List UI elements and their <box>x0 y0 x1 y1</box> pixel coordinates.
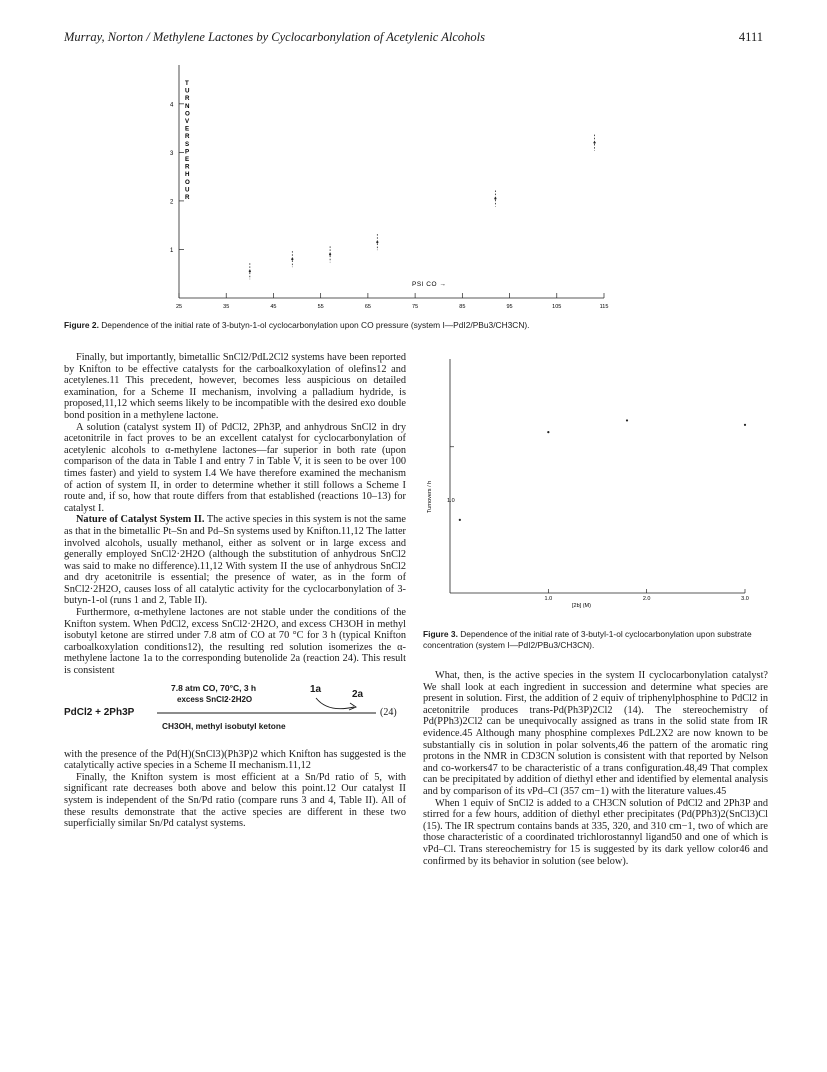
figure2-y-label-letter: T <box>185 80 189 87</box>
figure3-x-axis-label: [2b] (M) <box>572 603 591 609</box>
figure2-y-label-letter: N <box>185 102 190 110</box>
left-paragraph-2: A solution (catalyst system II) of PdCl2, 2Ph3P, and anhydrous SnCl2 in dry acetonitrile in fact proves to be an excellent catalyst for cyclocarbonylation of acetylenic alcohols to α-methylene lactones—far superior in both rate (upon comparison of the data in Table I and entry 7 in Table V, it is seen to be over 100 times faster) and yield to system I.4 We have therefore examined the mechanism of action of system II, in order to determine whether it still follows a Scheme I route and, if so, how that route differs from that established (reactions 10–13) for catalyst I. <box>64 421 406 514</box>
figure2-y-label-letter: U <box>185 186 190 194</box>
figure2-chart <box>150 55 620 315</box>
figure2-axes <box>170 65 608 310</box>
figure2-y-label-letter: H <box>185 171 190 179</box>
figure3-data-point <box>459 519 461 521</box>
section-heading: Nature of Catalyst System II. <box>76 514 205 526</box>
figure3-y-axis-label: Turnovers / h <box>427 480 433 513</box>
figure2-y-label-letter: V <box>185 118 190 125</box>
figure2-y-tick-label: 1 <box>170 247 174 254</box>
page-number: 4111 <box>738 30 763 44</box>
figure2-caption-text: Dependence of the initial rate of 3-butyn-1-ol cyclocarbonylation upon CO pressure (system I—PdI2/PBu3/CH3CN). <box>101 320 530 330</box>
figure3-points <box>459 419 746 521</box>
figure2-data-marker <box>494 197 496 199</box>
figure2-y-tick-label: 3 <box>170 150 174 157</box>
figure2-data-marker <box>329 253 331 255</box>
running-title: Murray, Norton / Methylene Lactones by Cyclocarbonylation of Acetylenic Alcohols <box>64 30 485 44</box>
figure2-x-tick-label: 65 <box>364 304 371 310</box>
left-column <box>64 352 406 830</box>
figure2-data-marker <box>593 142 595 144</box>
figure3-x-tick-label: 3.0 <box>741 596 749 602</box>
figure3-caption <box>423 629 768 651</box>
figure2-y-tick-label: 2 <box>170 199 174 206</box>
figure2-x-tick-label: 35 <box>223 304 230 310</box>
figure3-x-tick-label: 1.0 <box>544 596 553 602</box>
left-paragraph-1: Finally, but importantly, bimetallic SnCl2/PdL2Cl2 systems have been reported by Knifton to be effective catalysts for the carboalkoxylation of olefins12 and acetylenes.11 This precedent, however, becomes less auspicious on detailed examination, for a Scheme II mechanism, involving a palladium hydride, is proposed,11,12 which seems likely to be incompatible with the desired exo double bond position in a methylene lactone. <box>64 352 406 421</box>
figure2-y-label-letter: E <box>185 125 190 133</box>
figure2-x-tick-label: 115 <box>599 304 609 310</box>
figure2-x-tick-label: 25 <box>175 304 183 310</box>
reaction-number: (24) <box>380 706 397 718</box>
right-column <box>423 670 768 867</box>
right-paragraph-1: What, then, is the active species in the system II cyclocarbonylation catalyst? We shall look at each ingredient in succession and determine what species are present in solution. First, the addition of 2 equiv of triphenylphosphine to PdCl2 in acetonitrile produces trans-Pd(Ph3P)2Cl2 (14). The stereochemistry of Pd(PPh3)2Cl2 can be unequivocally assigned as trans in the solid state from IR evidence.45 Although many phosphine complexes PdL2X2 are now known to be substantially cis in solution in polar solvents,46 the pattern of the aromatic ring protons in the NMR in CD3CN solution is consistent with that reported by Nelson and co-workers47 to be characteristic of a trans configuration.48,49 That complex can be precipitated by addition of diethyl ether and identified by elemental analysis and by comparison of its νPd–Cl (357 cm−1) with the literature values.45 <box>423 670 768 797</box>
figure2-y-axis-label <box>185 80 190 201</box>
reaction-conditions-1: 7.8 atm CO, 70°C, 3 h <box>171 682 257 693</box>
reaction-2a: 2a <box>352 688 364 700</box>
figure2-inline-label: PSI CO → <box>412 281 447 288</box>
figure3-caption-label: Figure 3. <box>423 629 458 639</box>
figure2-y-label-letter: R <box>185 163 190 171</box>
running-header <box>64 30 763 48</box>
left-paragraph-6: Finally, the Knifton system is most efficient at a Sn/Pd ratio of 5, with significant rate decreases both above and below this point.12 Our catalyst II system is independent of the Sn/Pd ratio (compare runs 3 and 4, Table II). All of these results demonstrate that the active species are different in these two superficially similar Sn/Pd catalyst systems. <box>64 771 406 830</box>
figure2-caption-label: Figure 2. <box>64 320 99 330</box>
figure2-x-tick-label: 45 <box>270 304 277 310</box>
figure3-data-point <box>626 419 628 421</box>
figure2-y-label-letter: S <box>185 140 190 148</box>
figure2-y-label-letter: R <box>185 133 190 141</box>
left-paragraph-5: with the presence of the Pd(H)(SnCl3)(Ph3P)2 which Knifton has suggested is the catalytically active species in a Scheme II mechanism.11,12 <box>64 748 406 772</box>
reaction-reactants: PdCl2 + 2Ph3P <box>64 706 135 718</box>
reaction-24 <box>64 681 406 747</box>
figure3-data-point <box>547 431 549 433</box>
figure2-x-tick-label: 85 <box>459 304 466 310</box>
figure2-y-label-letter: P <box>185 148 190 156</box>
figure2-data-marker <box>291 258 293 260</box>
figure2-y-label-letter: R <box>185 194 190 201</box>
figure2-y-label-letter: O <box>185 110 190 118</box>
figure2-data-marker <box>249 270 251 272</box>
left-paragraph-4: Furthermore, α-methylene lactones are not stable under the conditions of the Knifton system. When PdCl2, excess SnCl2·2H2O, and excess CH3OH in methyl isobutyl ketone are stirred under 7.8 atm of CO at 70 °C for 3 h (typical Knifton carboalkoxylation conditions12), the resulting red solution isomerizes the α-methylene lactone 1a to the corresponding butenolide 2a (reaction 24). This result is consistent <box>64 607 406 677</box>
figure2-x-tick-label: 105 <box>552 304 562 310</box>
figure2-y-label-letter: R <box>185 95 190 103</box>
figure2-x-tick-label: 95 <box>506 304 513 310</box>
figure3-chart <box>420 355 765 617</box>
figure2-x-tick-label: 75 <box>412 304 419 310</box>
figure2-y-tick-label: 4 <box>170 102 174 109</box>
figure2-y-label-letter: E <box>185 156 190 163</box>
figure2-y-label-letter: U <box>185 87 190 95</box>
figure2-data-marker <box>376 241 378 243</box>
figure3-y-tick-label: 1.0 <box>447 498 455 504</box>
figure2-caption <box>64 320 764 331</box>
figure3-axes <box>450 359 749 602</box>
figure3-data-point <box>744 424 746 426</box>
figure2-y-label-letter: O <box>185 178 190 186</box>
figure2-points <box>249 135 596 280</box>
reaction-conditions-2: excess SnCl2·2H2O <box>177 694 253 704</box>
figure2-x-tick-label: 55 <box>317 304 324 310</box>
figure3-x-tick-label: 2.0 <box>642 596 651 602</box>
left-paragraph-3: Nature of Catalyst System II. The active species in this system is not the same as that in the bimetallic Pt–Sn and Pd–Sn systems used by Knifton.11,12 The latter involved alcohols, usually methanol, either as solvent or in large excess and generally employed SnCl2·2H2O (although the substitution of anhydrous SnCl2 was said to make no difference).11,12 With system II the use of anhydrous SnCl2 and dry acetonitrile is essential; the presence of water, as in the form of SnCl2·2H2O, causes loss of all catalytic activity for the cyclocarbonylation of 3-butyn-1-ol (runs 1 and 2, Table II). <box>64 514 406 607</box>
reaction-conditions-3: CH3OH, methyl isobutyl ketone <box>162 720 286 731</box>
figure3-caption-text: Dependence of the initial rate of 3-butyl-1-ol cyclocarbonylation upon substrate concentration (system I—PdI2/PBu3/CH3CN). <box>423 629 752 650</box>
reaction-1a: 1a <box>310 683 322 695</box>
right-paragraph-2: When 1 equiv of SnCl2 is added to a CH3CN solution of PdCl2 and 2Ph3P and stirred for a few hours, addition of diethyl ether precipitates (Pd(PPh3)2(SnCl3)Cl (15). The IR spectrum contains bands at 335, 320, and 310 cm−1, two of which are those characteristic of a coordinated trichlorostannyl ligand50 and one of which is νPd–Cl. Trans stereochemistry for 15 is suggested by its dark yellow color46 and confirmed by its behavior in solution (see below). <box>423 797 768 867</box>
